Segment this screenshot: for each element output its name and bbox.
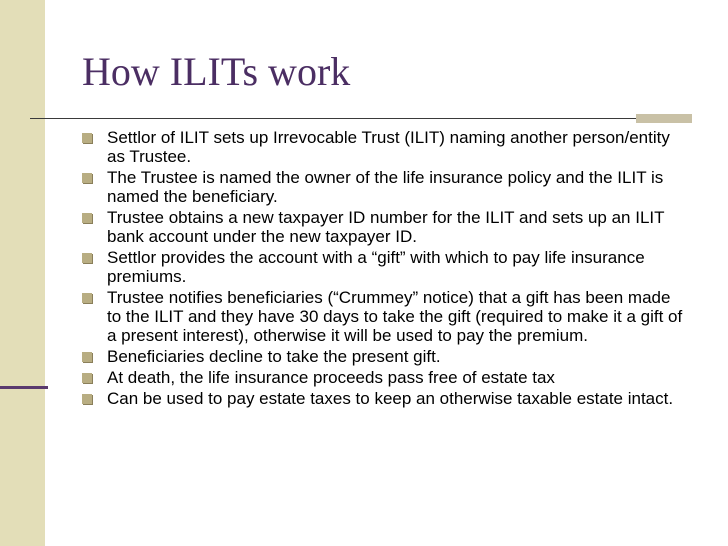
bullet-list	[80, 128, 686, 410]
square-bullet-icon	[82, 352, 92, 362]
bullet-text: Trustee obtains a new taxpayer ID number for the ILIT and sets up an ILIT bank account under the new taxpayer ID.	[107, 208, 665, 246]
bullet-item	[80, 248, 686, 286]
bullet-text: The Trustee is named the owner of the life insurance policy and the ILIT is named the beneficiary.	[107, 168, 664, 206]
left-decorative-bar	[0, 0, 45, 546]
bullet-text: Settlor provides the account with a “gift” with which to pay life insurance premiums.	[107, 248, 645, 286]
bullet-item	[80, 389, 686, 408]
title-underline-accent	[636, 114, 692, 123]
bullet-item	[80, 368, 686, 387]
bullet-item	[80, 347, 686, 366]
square-bullet-icon	[82, 394, 92, 404]
bullet-text: Beneficiaries decline to take the present gift.	[107, 347, 441, 366]
bullet-text: Can be used to pay estate taxes to keep an otherwise taxable estate intact.	[107, 389, 674, 408]
square-bullet-icon	[82, 373, 92, 383]
square-bullet-icon	[82, 133, 92, 143]
title-underline	[30, 118, 636, 119]
bullet-item	[80, 288, 686, 345]
left-bar-separator	[0, 386, 48, 389]
bullet-item	[80, 168, 686, 206]
bullet-text: Trustee notifies beneficiaries (“Crummey” notice) that a gift has been made to the ILIT and they have 30 days to take the gift (required to make it a gift of a present interest), otherwise it will be used to pay the premium.	[107, 288, 683, 345]
bullet-text: Settlor of ILIT sets up Irrevocable Trust (ILIT) naming another person/entity as Trustee.	[107, 128, 670, 166]
bullet-item	[80, 208, 686, 246]
slide-title: How ILITs work	[82, 49, 351, 94]
bullet-item	[80, 128, 686, 166]
bullet-text: At death, the life insurance proceeds pass free of estate tax	[107, 368, 555, 387]
square-bullet-icon	[82, 173, 92, 183]
square-bullet-icon	[82, 213, 92, 223]
square-bullet-icon	[82, 293, 92, 303]
square-bullet-icon	[82, 253, 92, 263]
